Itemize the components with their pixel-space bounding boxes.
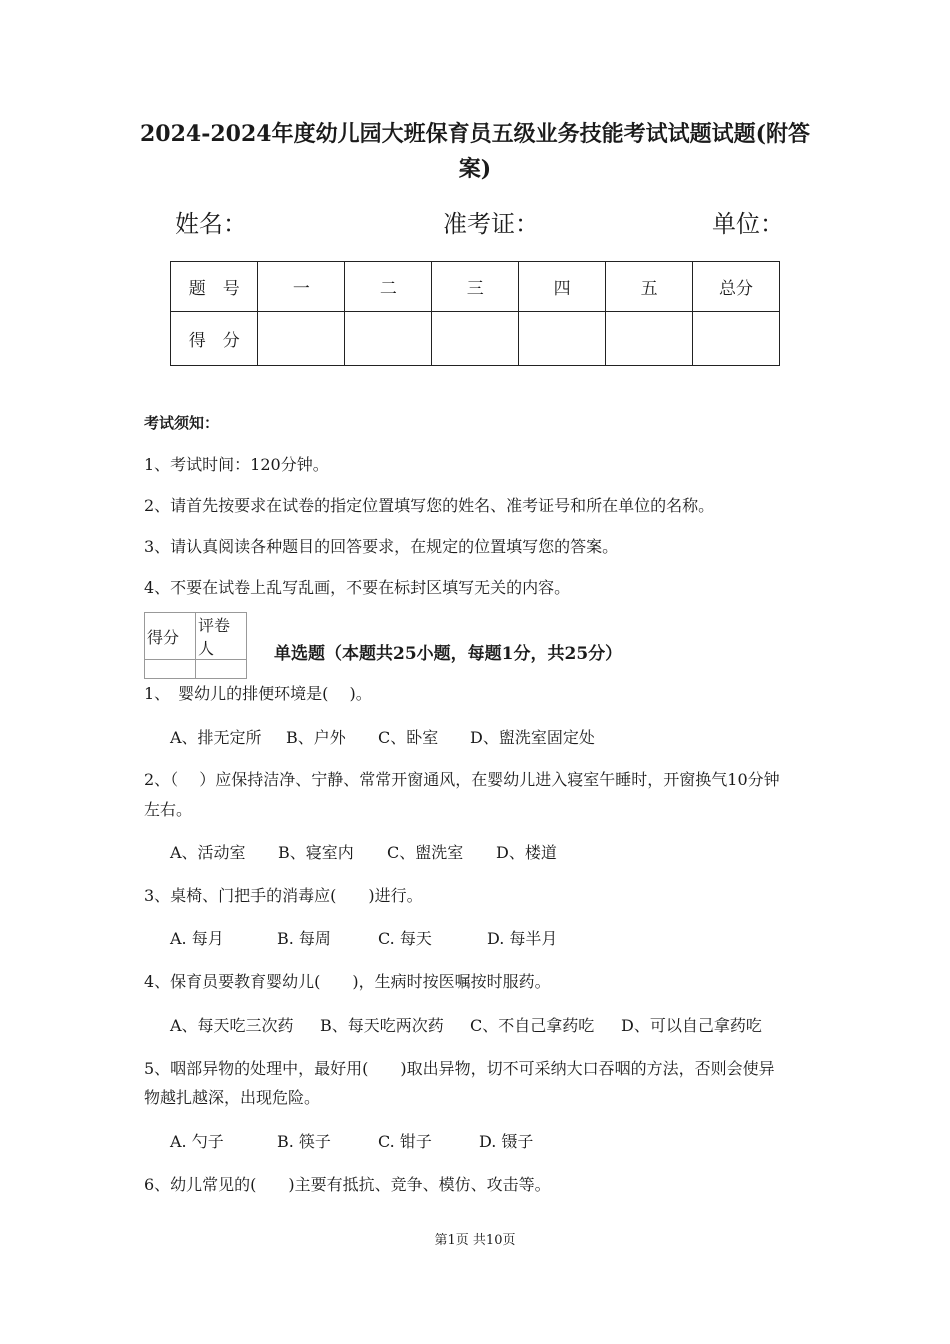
grader-score-label: 得分 bbox=[145, 613, 196, 660]
grader-name-label: 评卷人 bbox=[196, 613, 247, 660]
score-table-header-row bbox=[171, 262, 780, 312]
score-table-header-cell: 三 bbox=[432, 262, 519, 312]
document-title-line1: 2024-2024年度幼儿园大班保育员五级业务技能考试试题试题(附答 bbox=[139, 121, 810, 147]
score-cell bbox=[606, 312, 693, 366]
unit-label: 单位： bbox=[712, 210, 784, 238]
option: C、卧室 bbox=[378, 728, 439, 747]
question-stem: 物越扎越深，出现危险。 bbox=[144, 1088, 321, 1107]
score-table-header-cell: 总分 bbox=[693, 262, 780, 312]
option: C、盥洗室 bbox=[387, 843, 464, 862]
question-stem: 1、 婴幼儿的排便环境是( )。 bbox=[144, 684, 372, 703]
option: C、不自己拿药吃 bbox=[470, 1016, 595, 1035]
option: C. 钳子 bbox=[378, 1132, 432, 1151]
option: B. 筷子 bbox=[277, 1132, 331, 1151]
score-table bbox=[170, 261, 780, 366]
name-label: 姓名： bbox=[175, 210, 247, 238]
option: B、每天吃两次药 bbox=[320, 1016, 444, 1035]
question-stem: 左右。 bbox=[144, 800, 193, 819]
question-stem: 4、保育员要教育婴幼儿( )，生病时按医嘱按时服药。 bbox=[144, 972, 551, 991]
option: C. 每天 bbox=[378, 929, 432, 948]
option: D. 镊子 bbox=[479, 1132, 534, 1151]
grader-name-cell bbox=[196, 660, 247, 679]
notice-item: 1、考试时间：120分钟。 bbox=[144, 455, 329, 474]
score-table-header-cell: 四 bbox=[519, 262, 606, 312]
option: A. 每月 bbox=[170, 929, 224, 948]
grader-box bbox=[144, 612, 247, 679]
score-row-label: 得 分 bbox=[171, 312, 258, 366]
page-footer: 第1页 共10页 bbox=[434, 1233, 516, 1248]
option: D、楼道 bbox=[496, 843, 557, 862]
score-table-header-cell: 一 bbox=[258, 262, 345, 312]
option: B、户外 bbox=[286, 728, 346, 747]
notice-heading: 考试须知： bbox=[144, 414, 220, 432]
notice-item: 2、请首先按要求在试卷的指定位置填写您的姓名、准考证号和所在单位的名称。 bbox=[144, 496, 715, 515]
question-stem: 6、幼儿常见的( )主要有抵抗、竞争、模仿、攻击等。 bbox=[144, 1175, 551, 1194]
option: B、寝室内 bbox=[278, 843, 354, 862]
option: B. 每周 bbox=[277, 929, 331, 948]
option: D、盥洗室固定处 bbox=[470, 728, 595, 747]
question-stem: 3、桌椅、门把手的消毒应( )进行。 bbox=[144, 886, 423, 905]
notice-item: 3、请认真阅读各种题目的回答要求，在规定的位置填写您的答案。 bbox=[144, 537, 619, 556]
question-stem: 2、（ ）应保持洁净、宁静、常常开窗通风，在婴幼儿进入寝室午睡时，开窗换气10分钟 bbox=[144, 770, 780, 789]
score-table-header-cell: 二 bbox=[345, 262, 432, 312]
score-cell bbox=[345, 312, 432, 366]
option: A. 勺子 bbox=[170, 1132, 224, 1151]
score-table-header-cell: 题 号 bbox=[171, 262, 258, 312]
score-cell bbox=[258, 312, 345, 366]
score-cell bbox=[693, 312, 780, 366]
question-stem: 5、咽部异物的处理中，最好用( )取出异物，切不可采纳大口吞咽的方法，否则会使异 bbox=[144, 1059, 775, 1078]
score-table-header-cell: 五 bbox=[606, 262, 693, 312]
score-table-score-row bbox=[171, 312, 780, 366]
score-cell bbox=[432, 312, 519, 366]
option: A、活动室 bbox=[170, 843, 246, 862]
option: D、可以自己拿药吃 bbox=[621, 1016, 762, 1035]
notice-item: 4、不要在试卷上乱写乱画，不要在标封区填写无关的内容。 bbox=[144, 578, 571, 597]
document-title-line2: 案) bbox=[458, 156, 492, 182]
score-cell bbox=[519, 312, 606, 366]
option: A、排无定所 bbox=[170, 728, 262, 747]
option: A、每天吃三次药 bbox=[170, 1016, 294, 1035]
grader-score-cell bbox=[145, 660, 196, 679]
option: D. 每半月 bbox=[487, 929, 558, 948]
exam-number-label: 准考证： bbox=[443, 210, 539, 238]
section-title: 单选题（本题共25小题，每题1分，共25分） bbox=[274, 644, 623, 664]
